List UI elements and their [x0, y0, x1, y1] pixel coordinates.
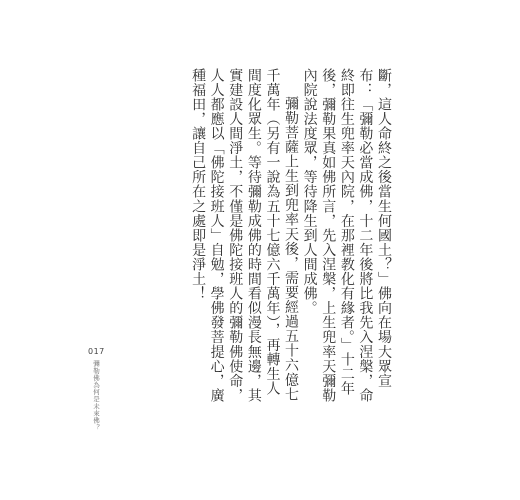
- vertical-text-block: [188, 68, 393, 403]
- paragraph-2: 彌勒菩薩上生到兜率天後，需要經過五十六億七千萬年（另有一說為五十七億六千萬年），再轉生人間度化眾生。等待彌勒成佛的時間看似漫長無邊，其實建設人間淨土，不僅是佛陀接班人的彌勒佛使命，人人都應以「佛陀接班人」自勉，學佛發菩提心，廣種福田，讓自己所在之處即是淨土！: [190, 68, 300, 403]
- running-title: 彌勒佛為何是未來佛？: [92, 360, 100, 431]
- paragraph-1: 斷，這人命終之後當生何國土？」佛向在場大眾宣布：「彌勒必當成佛，十二年後將比我先入涅槃，命終即往生兜率天內院，在那裡教化有緣者。」十二年後，彌勒果真如佛所言，先入涅槃，上生兜率天彌勒內院說法度眾，等待降生到人間成佛。: [301, 68, 392, 403]
- page-number: 017: [88, 347, 105, 356]
